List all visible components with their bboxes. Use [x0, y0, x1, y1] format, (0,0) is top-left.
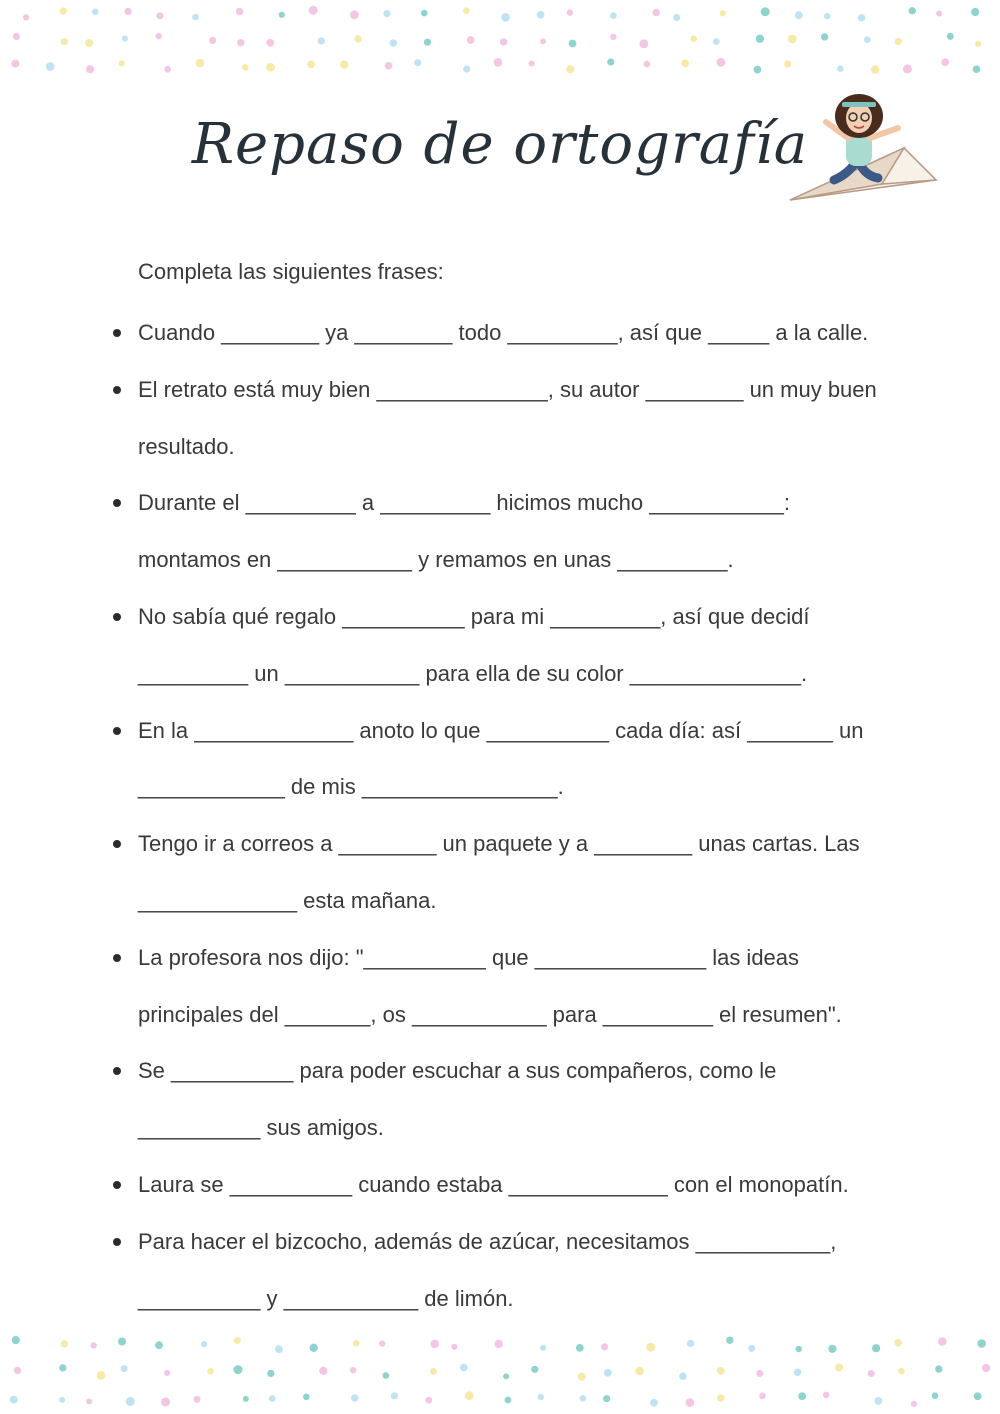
confetti-dots-top — [0, 0, 1000, 80]
exercise-line: La profesora nos dijo: "__________ que ______________ las ideas — [138, 944, 800, 970]
exercise-item — [138, 1043, 898, 1157]
exercise-line: ____________ de mis ________________. — [138, 774, 564, 800]
exercise-line: El retrato está muy bien ______________, su autor ________ un muy buen — [138, 376, 877, 402]
exercise-item — [138, 475, 898, 589]
exercise-list — [138, 305, 898, 1327]
exercise-line: Se __________ para poder escuchar a sus compañeros, como le — [138, 1058, 777, 1084]
exercise-line: Laura se __________ cuando estaba _____________ con el monopatín. — [138, 1171, 849, 1197]
exercise-item — [138, 816, 898, 930]
exercise-line: principales del _______, os ___________ para _________ el resumen". — [138, 1001, 842, 1027]
exercise-line: Para hacer el bizcocho, además de azúcar, necesitamos ___________, — [138, 1228, 837, 1254]
exercise-line: __________ y ___________ de limón. — [138, 1285, 514, 1311]
confetti-dots-bottom — [0, 1330, 1000, 1414]
exercise-line: En la _____________ anoto lo que __________ cada día: así _______ un — [138, 717, 864, 743]
exercise-item — [138, 589, 898, 703]
exercise-line: _________ un ___________ para ella de su color ______________. — [138, 660, 808, 686]
exercise-item — [138, 1157, 898, 1214]
exercise-line: Tengo ir a correos a ________ un paquete y a ________ unas cartas. Las — [138, 831, 860, 857]
exercise-line: resultado. — [138, 433, 235, 459]
instruction-text: Completa las siguientes frases: — [138, 259, 444, 284]
exercise-item — [138, 362, 898, 476]
exercise-line: No sabía qué regalo __________ para mi _________, así que decidí — [138, 603, 810, 629]
exercise-line: Cuando ________ ya ________ todo _________, así que _____ a la calle. — [138, 320, 869, 345]
page-title: Repaso de ortografía — [191, 112, 809, 177]
exercise-line: _____________ esta mañana. — [138, 887, 437, 913]
exercise-item — [138, 930, 898, 1044]
avatar-paper-plane-illustration — [786, 92, 938, 204]
exercise-line: montamos en ___________ y remamos en unas _________. — [138, 547, 734, 573]
exercise-line: __________ sus amigos. — [138, 1115, 384, 1141]
exercise-item — [138, 1214, 898, 1328]
exercise-item — [138, 305, 898, 362]
exercise-line: Durante el _________ a _________ hicimos mucho ___________: — [138, 490, 790, 516]
exercise-item — [138, 703, 898, 817]
